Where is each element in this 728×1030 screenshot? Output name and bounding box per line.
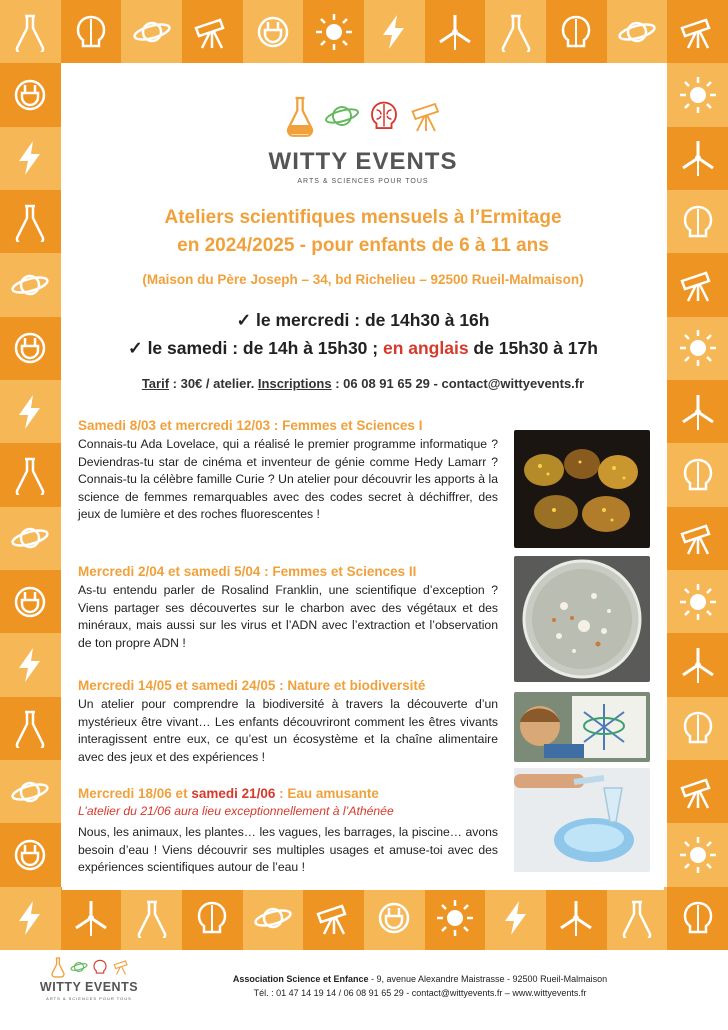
- telescope-icon: [667, 0, 728, 63]
- lightning-icon: [0, 380, 61, 443]
- tarif-price: : 30€ / atelier.: [169, 376, 258, 391]
- photo-fluorescent-rocks: [514, 430, 650, 548]
- brain-icon: [667, 443, 728, 506]
- lightning-icon: [364, 0, 425, 63]
- flask-icon: [0, 443, 61, 506]
- plug-icon: [364, 887, 425, 950]
- pricing-line: [62, 376, 664, 391]
- planet-icon: [121, 0, 182, 63]
- section-title-saturday: samedi 21/06: [191, 786, 276, 801]
- planet-icon: [0, 760, 61, 823]
- planet-icon: [0, 253, 61, 316]
- photo-petri-dish: [514, 556, 650, 682]
- sun-icon: [667, 823, 728, 886]
- brand-name: WITTY EVENTS: [268, 148, 458, 175]
- flask-icon: [282, 94, 318, 138]
- telescope-icon: [112, 956, 130, 978]
- telescope-icon: [408, 94, 444, 138]
- section-text: As-tu entendu parler de Rosalind Franklin, une scientifique d’exception ? Viens partager ses découvertes sur le charbon avec des végétaux et des minéraux, mais aussi sur les virus et l’ADN avec l’extraction et l’observation de ton propre ADN !: [78, 583, 498, 650]
- sun-icon: [667, 63, 728, 126]
- lightning-icon: [0, 127, 61, 190]
- schedule-wednesday: ✓ le mercredi : de 14h30 à 16h: [236, 310, 490, 330]
- brand-tagline: ARTS & SCIENCES POUR TOUS: [297, 178, 429, 185]
- flask-icon: [0, 0, 61, 63]
- schedule-english: en anglais: [382, 338, 469, 358]
- footer-brand-name: WITTY EVENTS: [39, 980, 139, 994]
- sun-icon: [425, 887, 486, 950]
- workshop-section-2: [78, 564, 498, 652]
- footer-logo: [34, 956, 144, 1001]
- footer-address: - 9, avenue Alexandre Maistrasse - 92500 Rueil-Malmaison: [368, 974, 608, 984]
- flask-icon: [0, 697, 61, 760]
- section-text: Nous, les animaux, les plantes… les vagues, les barrages, la piscine… avons besoin d’eau ! Viens découvrir ses multiples usages et amuse-toi avec des expériences scientifiques autour de l’eau !: [78, 825, 498, 874]
- section-title: [78, 786, 498, 801]
- contact-info: : 06 08 91 65 29 - contact@wittyevents.fr: [331, 376, 585, 391]
- photo-child-drawing: [514, 692, 650, 762]
- plug-icon: [0, 317, 61, 380]
- telescope-icon: [182, 0, 243, 63]
- section-title-part-2: : Eau amusante: [275, 786, 379, 801]
- flask-icon: [607, 887, 668, 950]
- flyer-card: [62, 64, 664, 890]
- telescope-icon: [667, 760, 728, 823]
- section-title-part-1: Mercredi 18/06 et: [78, 786, 192, 801]
- tarif-label: Tarif: [141, 376, 170, 391]
- lightning-icon: [0, 633, 61, 696]
- photo-water-experiment: [514, 768, 650, 872]
- planet-icon: [607, 0, 668, 63]
- planet-icon: [70, 956, 88, 978]
- turbine-icon: [61, 887, 122, 950]
- sun-icon: [303, 0, 364, 63]
- schedule-saturday-part-1: ✓ le samedi : de 14h à 15h30 ;: [128, 338, 383, 358]
- workshop-section-4: [78, 786, 498, 877]
- plug-icon: [243, 0, 304, 63]
- footer-brand-tagline: ARTS & SCIENCES POUR TOUS: [46, 996, 132, 1001]
- flask-icon: [485, 0, 546, 63]
- telescope-icon: [667, 507, 728, 570]
- section-title: Mercredi 14/05 et samedi 24/05 : Nature et biodiversité: [78, 678, 426, 693]
- brain-icon: [667, 190, 728, 253]
- schedule-saturday: [62, 338, 664, 359]
- flask-icon: [121, 887, 182, 950]
- inscriptions-label: Inscriptions: [257, 376, 332, 391]
- planet-icon: [0, 507, 61, 570]
- lightning-icon: [0, 887, 61, 950]
- planet-icon: [243, 887, 304, 950]
- sun-icon: [667, 570, 728, 633]
- telescope-icon: [667, 253, 728, 316]
- section-text: Un atelier pour comprendre la biodiversité à travers la découverte d’un mystérieux être vivant… Les enfants découvriront comment les êtres vivants interagissent entre eux, ce qu’est un écosystème et la chaîne alimentaire avec des jeux et des expériences !: [78, 697, 498, 764]
- brain-icon: [366, 94, 402, 138]
- brain-icon: [182, 887, 243, 950]
- lightning-icon: [485, 887, 546, 950]
- plug-icon: [0, 63, 61, 126]
- section-title: Samedi 8/03 et mercredi 12/03 : Femmes et Sciences I: [78, 418, 423, 433]
- brand-logo: [62, 94, 664, 185]
- brain-icon: [667, 887, 728, 950]
- brain-icon: [546, 0, 607, 63]
- footer-org: Association Science et Enfance: [232, 974, 369, 984]
- headline-line-1: Ateliers scientifiques mensuels à l’Ermitage: [164, 207, 562, 228]
- planet-icon: [324, 94, 360, 138]
- turbine-icon: [425, 0, 486, 63]
- flask-icon: [49, 956, 67, 978]
- turbine-icon: [667, 380, 728, 443]
- venue-note: L’atelier du 21/06 aura lieu exceptionnellement à l’Athénée: [78, 804, 394, 818]
- workshop-section-1: [78, 418, 498, 524]
- telescope-icon: [303, 887, 364, 950]
- turbine-icon: [667, 127, 728, 190]
- headline-line-2: en 2024/2025 - pour enfants de 6 à 11 ans: [177, 235, 549, 256]
- turbine-icon: [546, 887, 607, 950]
- plug-icon: [0, 570, 61, 633]
- section-text: Connais-tu Ada Lovelace, qui a réalisé le premier programme informatique ? Deviendras-tu star de cinéma et inventeur de génie comme Hedy Lamarr ? Connais-tu la célèbre famille Curie ? Un atelier pour découvrir les apports à la science de femmes remarquables avec des codes secret à déchiffrer, des jeux de lumière et des roches fluorescentes !: [78, 437, 498, 521]
- brain-icon: [61, 0, 122, 63]
- plug-icon: [0, 823, 61, 886]
- brain-icon: [667, 697, 728, 760]
- schedule-saturday-part-2: de 15h30 à 17h: [468, 338, 598, 358]
- footer-info: [150, 972, 690, 1000]
- headline: [62, 204, 664, 260]
- sun-icon: [667, 317, 728, 380]
- brain-icon: [91, 956, 109, 978]
- footer: [0, 950, 728, 1030]
- workshop-section-3: [78, 678, 498, 766]
- flask-icon: [0, 190, 61, 253]
- section-title: Mercredi 2/04 et samedi 5/04 : Femmes et Sciences II: [78, 564, 417, 579]
- turbine-icon: [667, 633, 728, 696]
- venue-address: (Maison du Père Joseph – 34, bd Richelieu – 92500 Rueil-Malmaison): [142, 272, 584, 287]
- footer-address-line: [150, 972, 690, 986]
- footer-contact: Tél. : 01 47 14 19 14 / 06 08 91 65 29 - contact@wittyevents.fr – www.wittyevents.fr: [253, 988, 587, 998]
